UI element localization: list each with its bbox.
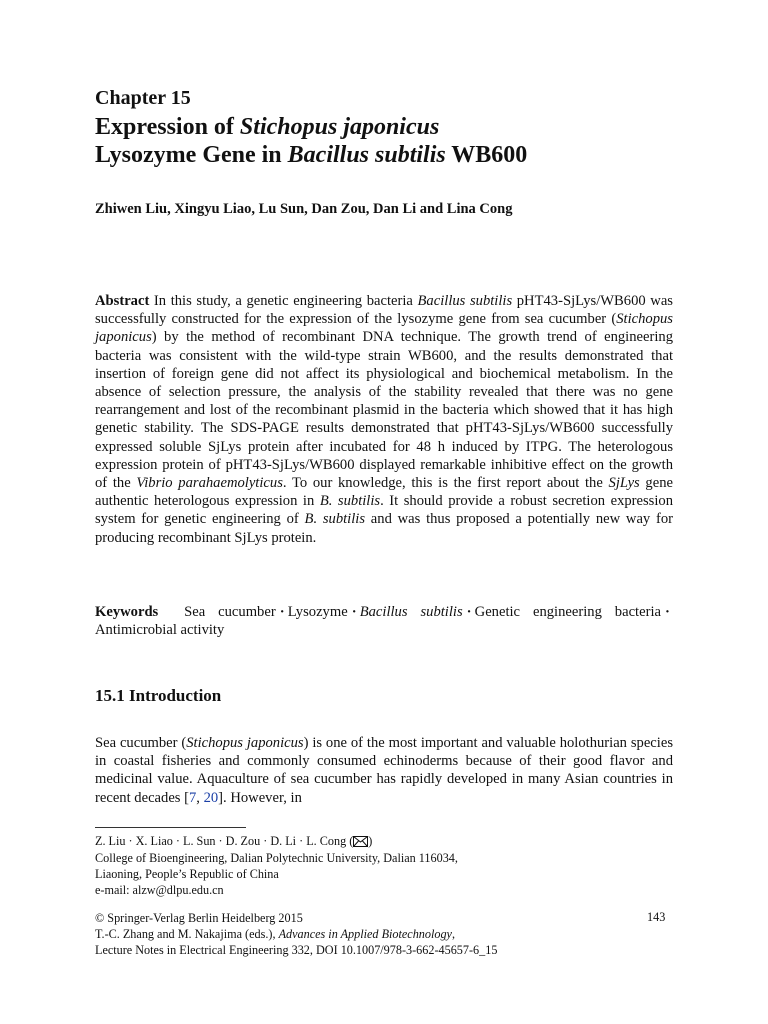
book-citation <box>95 926 675 942</box>
copyright-line: © Springer-Verlag Berlin Heidelberg 2015 <box>95 911 303 925</box>
body-text: Sea cucumber ( <box>95 735 187 751</box>
footnote-text: Z. Liu · X. Liao · L. Sun · D. Zou · D. Li · L. Cong ( <box>95 834 354 848</box>
keyword-separator: · <box>665 604 670 620</box>
keywords <box>95 603 673 639</box>
chapter-label: Chapter 15 <box>95 87 191 109</box>
book-title: Advances in Applied Biotechnology <box>278 927 452 941</box>
abstract <box>95 292 673 547</box>
abstract-italic: Vibrio parahaemolyticus <box>136 475 283 492</box>
body-italic: Stichopus japonicus <box>186 735 304 751</box>
abstract-text: ) by the method of recombinant DNA technique. The growth trend of engineering bacteria was consistent with the wild-type strain WB600, and the results demonstrated that insertion of foreign gene did not affect its physiological and biochemical metabolism. In the absence of selection pressure, the analysis of the stability revealed that there was no gene rearrangement and lost of the recombinant plasmid in the bacteria which showed that it has high genetic stability. The SDS-PAGE results demonstrated that pHT43-SjLys/WB600 successfully expressed soluble SjLys protein after incubated for 48 h induced by ITPG. The heterologous expression protein of pHT43-SjLys/WB600 displayed remarkable inhibitive effect on the growth of the <box>95 329 673 492</box>
abstract-italic: Stichopus japonicus <box>95 311 673 346</box>
title-species: Bacillus subtilis <box>287 142 446 168</box>
keyword-separator: · <box>351 604 357 620</box>
footnote-email[interactable]: e-mail: alzw@dlpu.edu.cn <box>95 883 224 897</box>
title-text: Lysozyme Gene in <box>95 142 288 168</box>
footnote-affiliation: College of Bioengineering, Dalian Polytechnic University, Dalian 116034, <box>95 851 458 865</box>
abstract-text: pHT43-SjLys/WB600 was successfully constructed for the expression of the lysozyme gene from sea cucumber ( <box>95 293 673 328</box>
abstract-italic: B. subtilis <box>319 493 381 510</box>
keyword: Antimicrobial activity <box>95 622 225 639</box>
keyword: Genetic engineering bacteria <box>474 604 661 620</box>
abstract-heading: Abstract <box>95 293 150 309</box>
footnote-authors <box>95 833 675 851</box>
page-number: 143 <box>647 910 666 924</box>
series-line: Lecture Notes in Electrical Engineering 332, DOI 10.1007/978-3-662-45657-6_15 <box>95 943 498 957</box>
keyword: Lysozyme <box>287 604 348 620</box>
book-text: , <box>451 927 456 941</box>
body-text: ) is one of the most important and valuable holothurian species in coastal fisheries and commonly consumed echinoderms because of their good flavor and medicinal value. Aquaculture of sea cucumber has rapidly developed in many Asian countries in recent decades [ <box>95 735 673 806</box>
title-text: WB600 <box>445 142 528 168</box>
citation-link[interactable]: 7 <box>188 789 197 806</box>
abstract-text: gene authentic heterologous expression in <box>95 475 673 510</box>
chapter-title <box>95 113 715 169</box>
keyword: Bacillus subtilis <box>359 604 463 620</box>
body-text: , <box>196 789 204 806</box>
book-text: T.-C. Zhang and M. Nakajima (eds.), <box>95 927 279 941</box>
footnote-affiliation: Liaoning, People’s Republic of China <box>95 867 279 881</box>
abstract-text: In this study, a genetic engineering bacteria <box>149 293 418 309</box>
abstract-italic: SjLys <box>608 475 640 492</box>
author-list: Zhiwen Liu, Xingyu Liao, Lu Sun, Dan Zou, Dan Li and Lina Cong <box>95 201 513 217</box>
keyword-separator: · <box>279 604 285 620</box>
footnote-text: ) <box>368 834 373 848</box>
keyword: Sea cucumber <box>184 604 276 620</box>
keyword-separator: · <box>466 604 472 620</box>
title-species: Stichopus japonicus <box>239 114 440 140</box>
title-text: Expression of <box>95 114 240 140</box>
intro-paragraph <box>95 734 673 807</box>
keywords-heading: Keywords <box>95 604 159 620</box>
abstract-italic: B. subtilis <box>304 511 366 528</box>
body-text: ]. However, in <box>218 789 302 806</box>
citation-link[interactable]: 20 <box>203 789 219 806</box>
abstract-italic: Bacillus subtilis <box>417 293 513 309</box>
abstract-text: and was thus proposed a potentially new way for producing recombinant SjLys protein. <box>95 511 673 546</box>
abstract-text: . To our knowledge, this is the first report about the <box>282 475 609 492</box>
abstract-text: . It should provide a robust secretion expression system for genetic engineering of <box>95 493 674 528</box>
section-heading: 15.1 Introduction <box>95 686 222 705</box>
footnote-rule <box>95 827 246 828</box>
envelope-icon[interactable] <box>353 835 368 851</box>
